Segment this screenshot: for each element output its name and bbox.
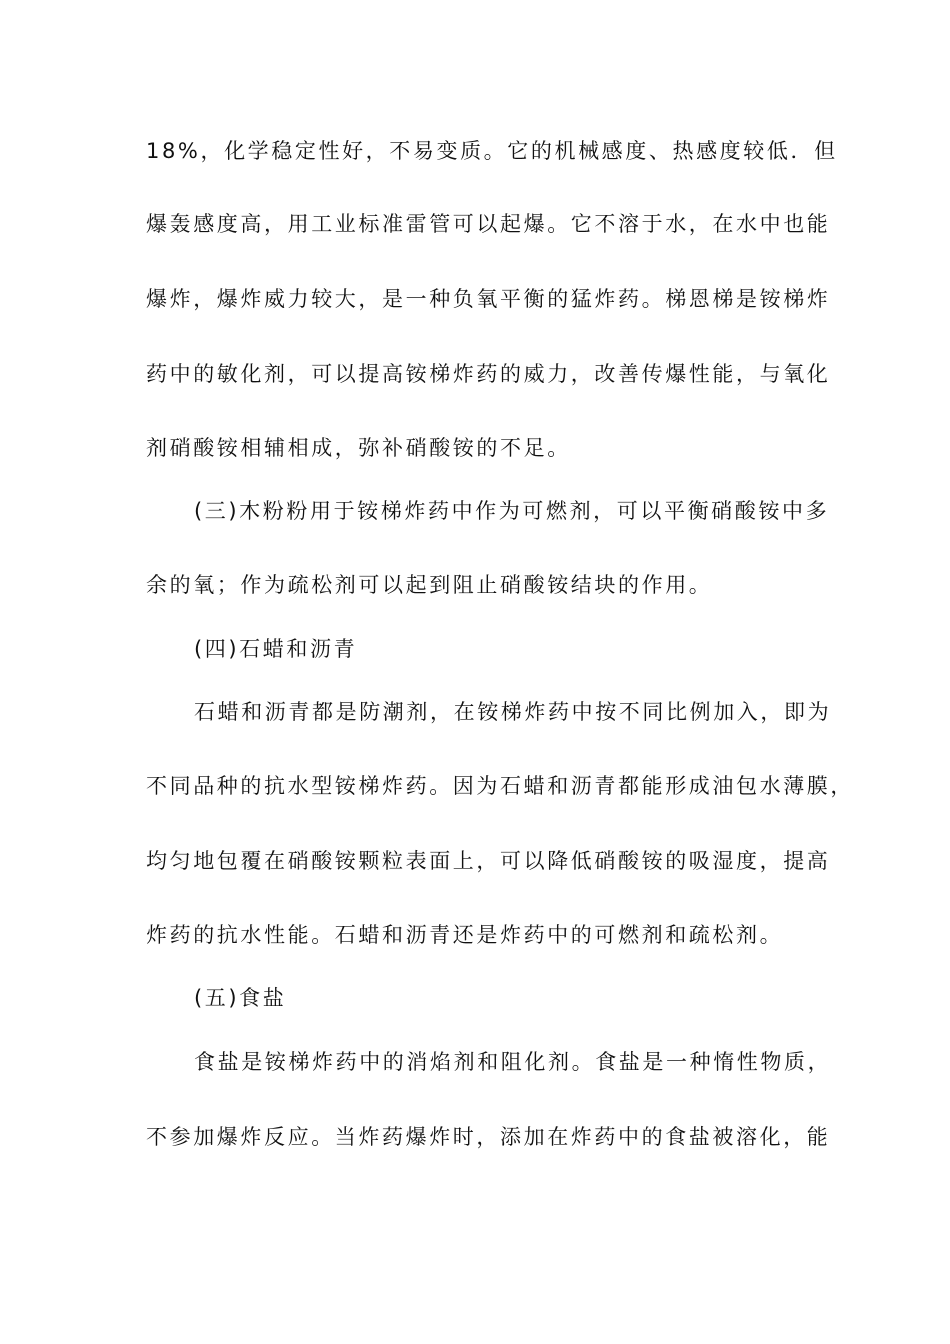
text-line-2: 爆轰感度高，用工业标准雷管可以起爆。它不溶于水，在水中也能 — [146, 212, 831, 236]
text-line-1: 18%，化学稳定性好，不易变质。它的机械感度、热感度较低．但 — [146, 139, 838, 163]
text-line-9: 石蜡和沥青都是防潮剂，在铵梯炸药中按不同比例加入，即为 — [194, 700, 832, 724]
text-line-3: 爆炸，爆炸威力较大，是一种负氧平衡的猛炸药。梯恩梯是铵梯炸 — [146, 287, 831, 311]
text-line-5: 剂硝酸铵相辅相成，弥补硝酸铵的不足。 — [146, 436, 571, 460]
section-three-paragraph: (三)木粉粉用于铵梯炸药中作为可燃剂，可以平衡硝酸铵中多 — [194, 499, 830, 523]
section-five-heading: (五)食盐 — [194, 986, 287, 1010]
text-line-11: 均匀地包覆在硝酸铵颗粒表面上，可以降低硝酸铵的吸湿度，提高 — [146, 849, 831, 873]
section-four-heading: (四)石蜡和沥青 — [194, 637, 358, 661]
text-line-10: 不同品种的抗水型铵梯炸药。因为石蜡和沥青都能形成油包水薄膜， — [146, 774, 854, 798]
text-line-14: 食盐是铵梯炸药中的消焰剂和阻化剂。食盐是一种惰性物质， — [194, 1050, 832, 1074]
text-line-4: 药中的敏化剂，可以提高铵梯炸药的威力，改善传爆性能，与氧化 — [146, 362, 831, 386]
text-line-15: 不参加爆炸反应。当炸药爆炸时，添加在炸药中的食盐被溶化，能 — [146, 1125, 831, 1149]
text-line-12: 炸药的抗水性能。石蜡和沥青还是炸药中的可燃剂和疏松剂。 — [146, 923, 784, 947]
text-line-7: 余的氧；作为疏松剂可以起到阻止硝酸铵结块的作用。 — [146, 573, 713, 597]
